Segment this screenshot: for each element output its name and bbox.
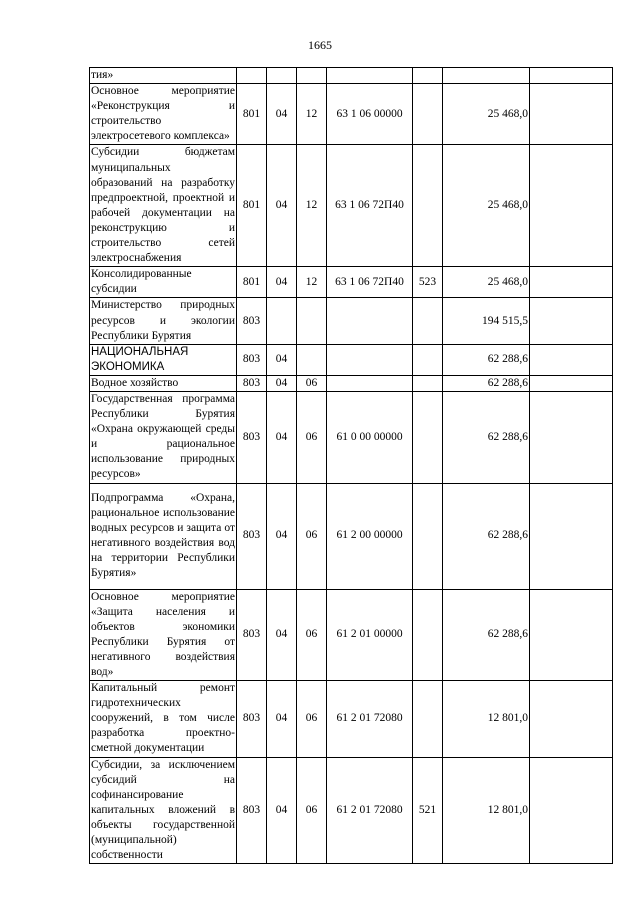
row-ved: 803 (237, 757, 267, 864)
row-name: НАЦИОНАЛЬНАЯ ЭКОНОМИКА (90, 344, 237, 375)
row-rz: 04 (267, 681, 297, 757)
row-rz: 04 (267, 375, 297, 391)
row-ved: 803 (237, 589, 267, 681)
row-pr (297, 298, 327, 344)
row-amount: 62 288,6 (443, 375, 530, 391)
table-row (90, 483, 613, 589)
row-csr: 63 1 06 72П40 (327, 145, 413, 267)
row-amount: 62 288,6 (443, 589, 530, 681)
row-name: Основное мероприятие «Реконструкция и строительство электросетевого комплекса» (90, 84, 237, 145)
table-row (90, 375, 613, 391)
row-ved: 803 (237, 375, 267, 391)
row-rz: 04 (267, 84, 297, 145)
table-row (90, 68, 613, 84)
row-amount: 62 288,6 (443, 483, 530, 589)
row-amount: 25 468,0 (443, 84, 530, 145)
row-csr (327, 375, 413, 391)
row-vr (413, 145, 443, 267)
row-ved: 803 (237, 681, 267, 757)
row-vr (413, 681, 443, 757)
row-csr: 61 2 00 00000 (327, 483, 413, 589)
row-name: Министерство природных ресурсов и экологии Республики Бурятия (90, 298, 237, 344)
row-vr (413, 298, 443, 344)
row-vr (413, 391, 443, 483)
budget-table (89, 67, 613, 864)
table-row (90, 391, 613, 483)
row-name: Субсидии, за исключением субсидий на софинансирование капитальных вложений в объекты государственной (муниципальной) собственности (90, 757, 237, 864)
row-ved: 801 (237, 145, 267, 267)
row-vr (413, 375, 443, 391)
row-name: Капитальный ремонт гидротехнических сооружений, в том числе разработка проектно-сметной документации (90, 681, 237, 757)
row-rz: 04 (267, 267, 297, 298)
row-empty (530, 589, 613, 681)
row-vr (413, 589, 443, 681)
row-pr: 06 (297, 391, 327, 483)
row-amount: 12 801,0 (443, 681, 530, 757)
row-pr (297, 68, 327, 84)
row-name: Государственная программа Республики Бурятия «Охрана окружающей среды и рациональное использование природных ресурсов» (90, 391, 237, 483)
row-amount: 25 468,0 (443, 145, 530, 267)
row-empty (530, 68, 613, 84)
row-amount: 25 468,0 (443, 267, 530, 298)
row-rz (267, 298, 297, 344)
row-pr: 06 (297, 375, 327, 391)
row-amount: 194 515,5 (443, 298, 530, 344)
row-vr (413, 84, 443, 145)
row-csr: 61 0 00 00000 (327, 391, 413, 483)
row-csr (327, 344, 413, 375)
row-ved: 801 (237, 267, 267, 298)
row-rz: 04 (267, 344, 297, 375)
row-csr: 63 1 06 00000 (327, 84, 413, 145)
row-rz (267, 68, 297, 84)
row-ved: 803 (237, 344, 267, 375)
table-row (90, 757, 613, 864)
row-csr (327, 68, 413, 84)
row-empty (530, 681, 613, 757)
row-csr: 61 2 01 72080 (327, 757, 413, 864)
row-empty (530, 267, 613, 298)
table-row (90, 267, 613, 298)
row-vr: 523 (413, 267, 443, 298)
row-pr: 06 (297, 681, 327, 757)
row-ved: 803 (237, 298, 267, 344)
row-pr: 06 (297, 757, 327, 864)
row-name: Консолидированные субсидии (90, 267, 237, 298)
row-pr: 12 (297, 267, 327, 298)
table-row (90, 681, 613, 757)
row-vr (413, 68, 443, 84)
row-ved: 803 (237, 391, 267, 483)
row-amount: 12 801,0 (443, 757, 530, 864)
row-pr: 12 (297, 145, 327, 267)
row-csr (327, 298, 413, 344)
table-row (90, 84, 613, 145)
row-name: Водное хозяйство (90, 375, 237, 391)
row-vr (413, 483, 443, 589)
row-csr: 63 1 06 72П40 (327, 267, 413, 298)
row-rz: 04 (267, 757, 297, 864)
row-amount: 62 288,6 (443, 344, 530, 375)
row-ved (237, 68, 267, 84)
row-empty (530, 84, 613, 145)
row-pr: 06 (297, 483, 327, 589)
row-pr: 06 (297, 589, 327, 681)
row-rz: 04 (267, 483, 297, 589)
row-ved: 803 (237, 483, 267, 589)
row-empty (530, 391, 613, 483)
row-empty (530, 757, 613, 864)
row-rz: 04 (267, 391, 297, 483)
row-empty (530, 298, 613, 344)
row-ved: 801 (237, 84, 267, 145)
row-name: тия» (90, 68, 237, 84)
row-rz: 04 (267, 145, 297, 267)
row-empty (530, 344, 613, 375)
row-empty (530, 375, 613, 391)
table-row (90, 145, 613, 267)
row-name: Субсидии бюджетам муниципальных образований на разработку предпроектной, проектной и рабочей документации на реконструкцию и строительство сетей электроснабжения (90, 145, 237, 267)
row-pr (297, 344, 327, 375)
table-row (90, 589, 613, 681)
row-empty (530, 145, 613, 267)
row-rz: 04 (267, 589, 297, 681)
row-vr (413, 344, 443, 375)
row-empty (530, 483, 613, 589)
row-name: Основное мероприятие «Защита населения и объектов экономики Республики Бурятия от негативного воздействия вод» (90, 589, 237, 681)
table-row (90, 344, 613, 375)
page-number: 1665 (308, 38, 332, 52)
row-csr: 61 2 01 72080 (327, 681, 413, 757)
row-vr: 521 (413, 757, 443, 864)
row-pr: 12 (297, 84, 327, 145)
table-row (90, 298, 613, 344)
row-amount (443, 68, 530, 84)
row-csr: 61 2 01 00000 (327, 589, 413, 681)
row-name: Подпрограмма «Охрана, рациональное использование водных ресурсов и защита от негативного воздействия вод на территории Республики Бурятия» (90, 483, 237, 589)
row-amount: 62 288,6 (443, 391, 530, 483)
